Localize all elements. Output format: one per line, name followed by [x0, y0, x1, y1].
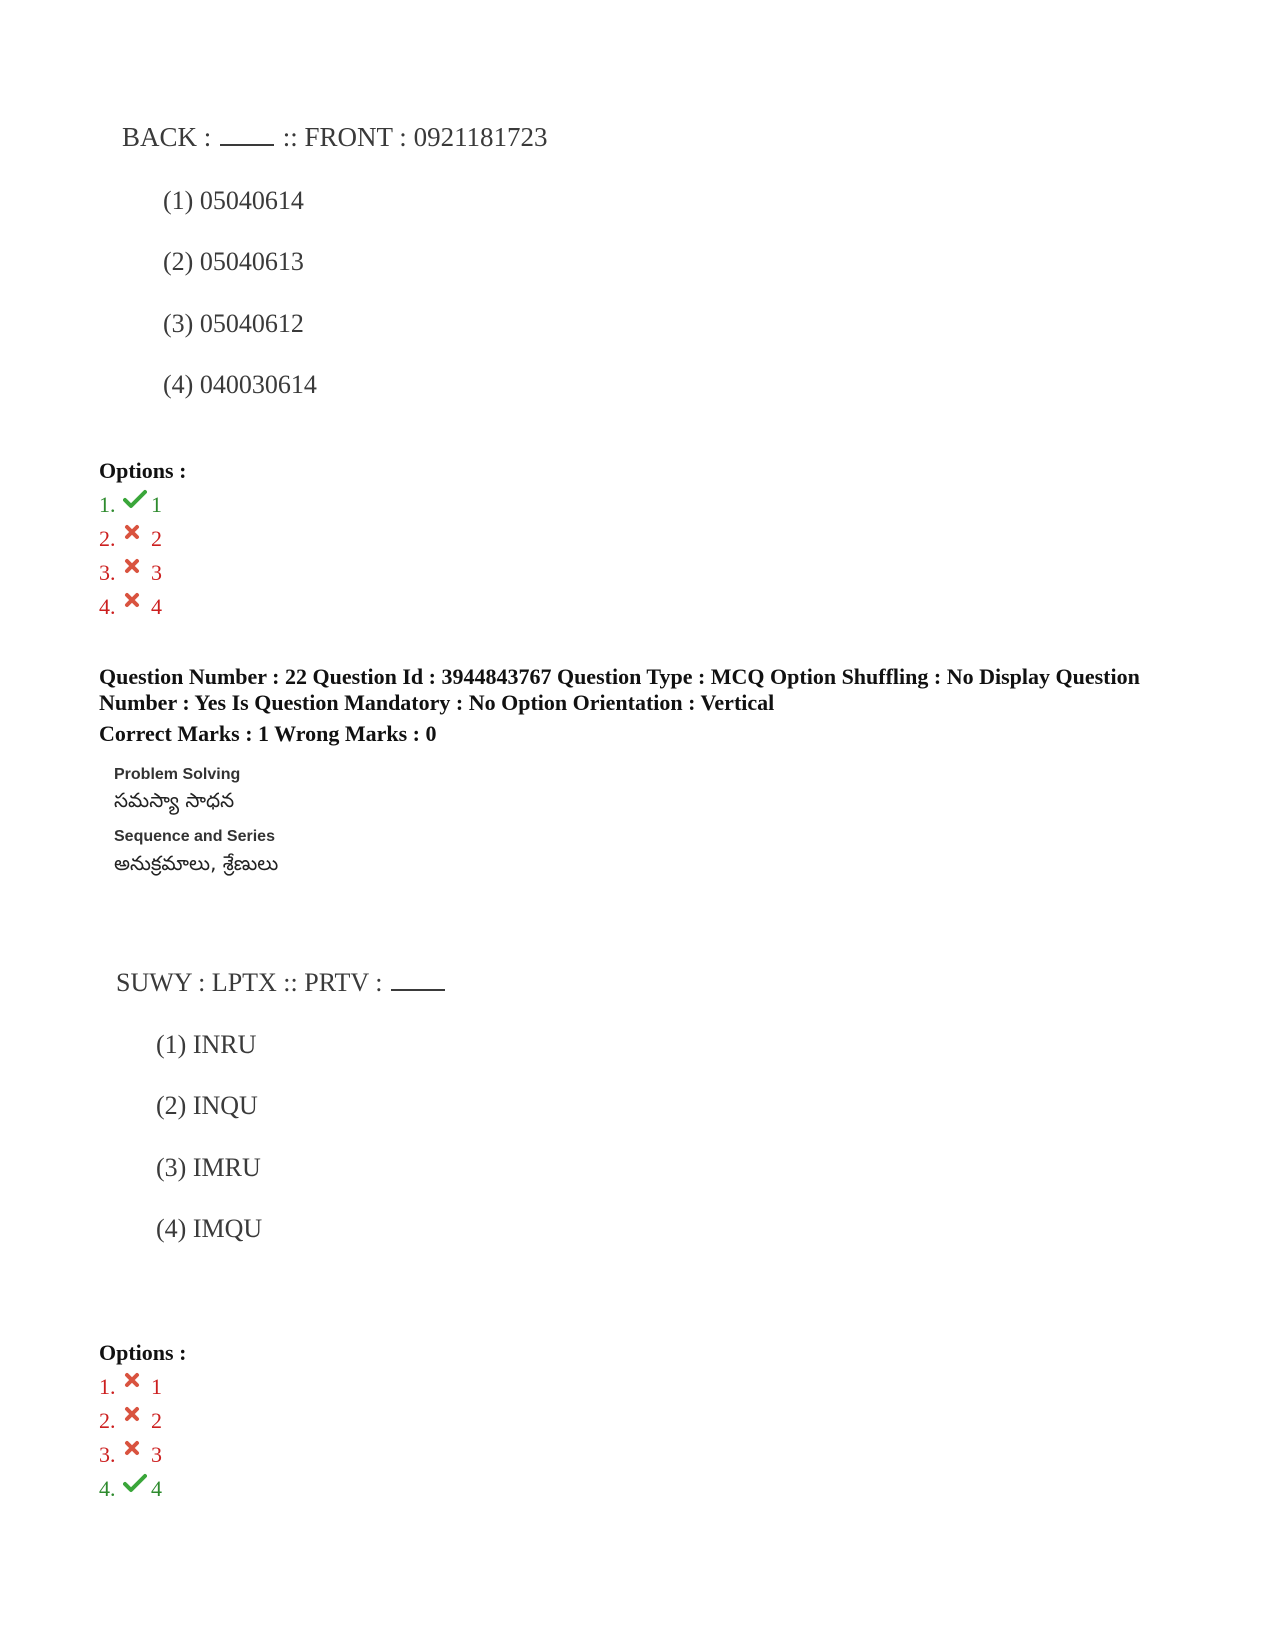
cross-icon — [123, 591, 149, 611]
q1-options-title: Options : — [99, 458, 187, 483]
cross-icon — [123, 1371, 149, 1391]
q2-tag-1-en: Problem Solving — [114, 766, 241, 783]
q1-option-4: (4) 040030614 — [163, 370, 317, 399]
check-icon — [123, 489, 149, 509]
cross-icon — [123, 1405, 149, 1425]
q2-answer-1: 1. 1 — [99, 1374, 162, 1400]
q2-meta: Question Number : 22 Question Id : 3944843767 Question Type : MCQ Option Shuffling : No Display Question Number : Yes Is Question Mandatory : No Option Orientation : Vertical — [99, 664, 1140, 715]
q1-option-2: (2) 05040613 — [163, 247, 304, 276]
q2-options-title: Options : — [99, 1340, 187, 1365]
q1-blank — [220, 143, 274, 146]
q2-tag-2-en: Sequence and Series — [114, 828, 275, 845]
check-icon — [123, 1473, 149, 1493]
q2-option-3: (3) IMRU — [156, 1153, 261, 1182]
q1-option-3: (3) 05040612 — [163, 309, 304, 338]
q2-option-2: (2) INQU — [156, 1091, 258, 1120]
q2-answer-3: 3. 3 — [99, 1442, 162, 1468]
cross-icon — [123, 523, 149, 543]
q1-option-1: (1) 05040614 — [163, 186, 304, 215]
q2-marks: Correct Marks : 1 Wrong Marks : 0 — [99, 721, 437, 746]
cross-icon — [123, 1439, 149, 1459]
q2-stem: SUWY : LPTX :: PRTV : — [116, 968, 447, 998]
q2-tag-1-te: సమస్యా సాధన — [114, 788, 235, 812]
q2-tag-2-te: అనుక్రమాలు, శ్రేణులు — [114, 851, 279, 875]
q2-answer-4: 4. 4 — [99, 1476, 162, 1502]
q1-answer-3: 3. 3 — [99, 560, 162, 586]
q1-answer-1: 1. 1 — [99, 492, 162, 518]
q2-option-4: (4) IMQU — [156, 1214, 263, 1243]
q1-answer-2: 2. 2 — [99, 526, 162, 552]
q1-stem: BACK : :: FRONT : 0921181723 — [122, 122, 548, 152]
cross-icon — [123, 557, 149, 577]
q2-blank — [391, 988, 445, 991]
q2-answer-2: 2. 2 — [99, 1408, 162, 1434]
q1-answer-4: 4. 4 — [99, 594, 162, 620]
q2-option-1: (1) INRU — [156, 1030, 257, 1059]
